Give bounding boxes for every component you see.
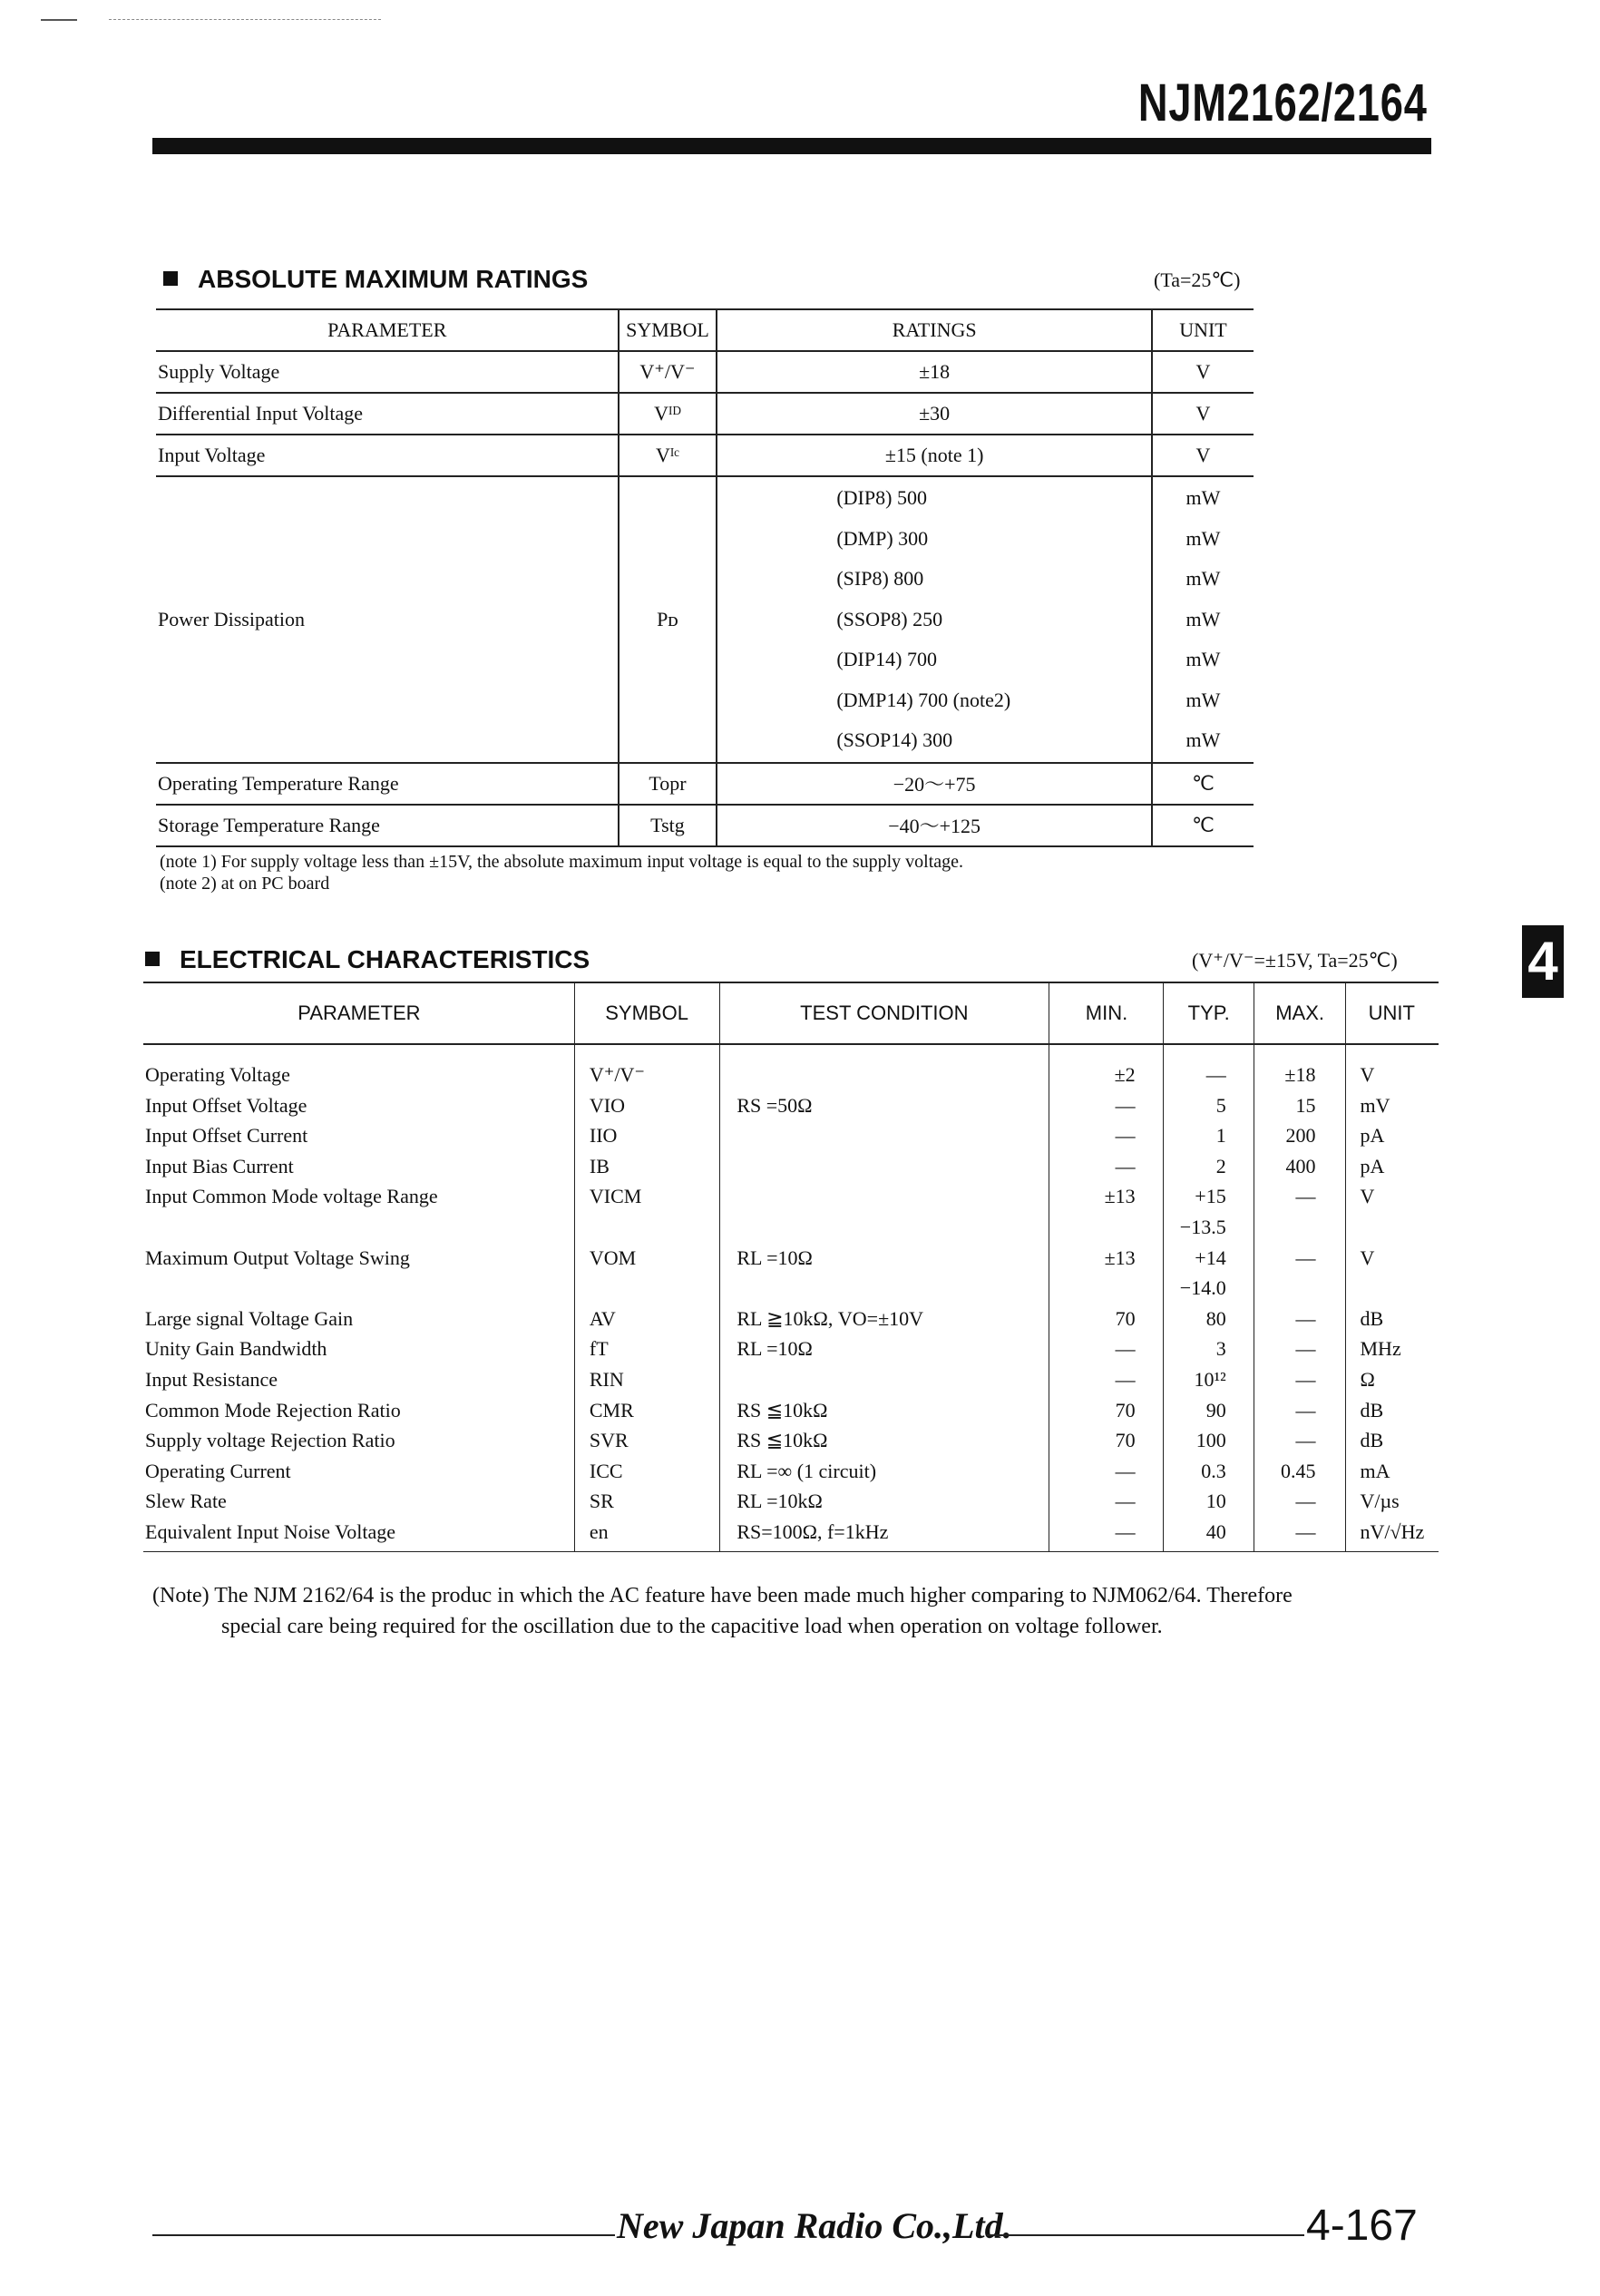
amr-unit: V [1152,435,1254,476]
power-dissipation-units [1152,476,1254,763]
amr-unit: ℃ [1152,805,1254,846]
ec-body-row [143,1044,1439,1551]
amr-rating: −20〜+75 [717,763,1152,805]
amr-note-2: (note 2) at on PC board [160,874,330,894]
ec-title: ELECTRICAL CHARACTERISTICS [180,945,590,973]
amr-col-unit: UNIT [1152,309,1254,351]
ec-conditions: RS =50Ω RL =10Ω RL ≧10kΩ, VO=±10V RL =10Ω RS ≦10kΩ RS ≦10kΩ RL =∞ (1 circuit) RL =10kΩ RS=100Ω, f=1kHz [720,1044,1049,1551]
amr-rating: ±15 (note 1) [717,435,1152,476]
square-bullet-icon [145,952,160,966]
footer-company-logo: New Japan Radio Co.,Ltd. [617,2205,1012,2246]
amr-symbol: Vᴵᶜ [619,435,717,476]
table-row [156,476,1254,763]
ec-min-values: ±2 — — — ±13 ±13 70 — — 70 70 — — — [1049,1044,1163,1551]
pd-unit: mW [1185,526,1221,550]
amr-symbol: Pᴅ [619,476,717,763]
power-dissipation-ratings [717,476,1152,763]
amr-rating: −40〜+125 [717,805,1152,846]
ec-col-symbol: SYMBOL [574,982,719,1044]
ec-note-line-2: special care being required for the oscillation due to the capacitive load when operation on voltage follower. [221,1615,1163,1638]
pd-item: (DMP14) 700 (note2) [836,688,1011,711]
ec-col-min: MIN. [1049,982,1163,1044]
amr-unit: ℃ [1152,763,1254,805]
amr-rating: ±18 [717,351,1152,393]
amr-symbol: Topr [619,763,717,805]
amr-symbol: V⁺/V⁻ [619,351,717,393]
chapter-tab: 4 [1522,925,1564,998]
ec-table [143,982,1439,1552]
pd-unit: mW [1185,486,1221,509]
footer-rule-right [987,2234,1304,2236]
amr-col-parameter: PARAMETER [156,309,619,351]
ec-condition: (V⁺/V⁻=±15V, Ta=25℃) [1192,949,1398,972]
top-rule-left [41,19,77,21]
amr-heading [163,265,588,294]
ec-header-row [143,982,1439,1044]
amr-unit: V [1152,393,1254,435]
table-row [156,393,1254,435]
ec-col-max: MAX. [1254,982,1345,1044]
amr-param: Power Dissipation [156,476,619,763]
page-number: 4-167 [1306,2202,1418,2250]
amr-note-1: (note 1) For supply voltage less than ±15V, the absolute maximum input voltage is equal to the supply voltage. [160,852,964,872]
pd-item: (SSOP8) 250 [836,607,943,630]
amr-table [156,308,1254,847]
pd-unit: mW [1185,648,1221,670]
amr-param: Input Voltage [156,435,619,476]
pd-item: (DMP) 300 [836,526,929,550]
ec-max-values: ±18 15 200 400 — — — — — — — 0.45 — — [1254,1044,1345,1551]
square-bullet-icon [163,271,178,286]
ec-symbols: V⁺/V⁻ VIO IIO IB VICM VOM AV fT RIN CMR SVR ICC SR en [574,1044,719,1551]
amr-unit: V [1152,351,1254,393]
table-row [156,805,1254,846]
ec-parameters: Operating Voltage Input Offset Voltage Input Offset Current Input Bias Current Input Common Mode voltage Range Maximum Output Voltage Swing Large signal Voltage Gain Unity Gain Bandwidth Input Resistance Common Mode Rejection Ratio Supply voltage Rejection Ratio Operating Current Slew Rate Equivalent Input Noise Voltage [143,1044,574,1551]
pd-unit: mW [1185,688,1221,711]
table-row [156,351,1254,393]
amr-symbol: Vᴵᴰ [619,393,717,435]
amr-condition: (Ta=25℃) [1154,269,1241,291]
pd-item: (SSOP14) 300 [836,728,953,751]
ec-col-parameter: PARAMETER [143,982,574,1044]
pd-unit: mW [1185,567,1221,590]
ec-note [152,1580,1459,1642]
ec-col-test-condition: TEST CONDITION [720,982,1049,1044]
pd-unit: mW [1185,607,1221,630]
amr-notes [160,851,1339,894]
top-rule-dashed [109,19,381,20]
ec-units: V mV pA pA V V dB MHz Ω dB dB mA V/µs nV/√Hz [1345,1044,1439,1551]
amr-rating: ±30 [717,393,1152,435]
amr-param: Supply Voltage [156,351,619,393]
ec-heading [145,945,590,974]
ec-col-unit: UNIT [1345,982,1439,1044]
amr-symbol: Tstg [619,805,717,846]
amr-param: Storage Temperature Range [156,805,619,846]
amr-param: Differential Input Voltage [156,393,619,435]
ec-note-line-1: (Note) The NJM 2162/64 is the produc in which the AC feature have been made much higher comparing to NJM062/64. Therefore [152,1584,1293,1607]
pd-unit: mW [1185,728,1221,751]
pd-item: (SIP8) 800 [836,567,924,590]
pd-item: (DIP14) 700 [836,648,937,670]
amr-header-row [156,309,1254,351]
header-bar [152,138,1431,154]
footer-rule-left [152,2234,615,2236]
ec-col-typ: TYP. [1163,982,1254,1044]
part-number-title: NJM2162/2164 [1138,73,1428,132]
amr-col-symbol: SYMBOL [619,309,717,351]
amr-title: ABSOLUTE MAXIMUM RATINGS [198,265,589,293]
table-row [156,435,1254,476]
pd-item: (DIP8) 500 [836,486,927,509]
table-row [156,763,1254,805]
amr-col-ratings: RATINGS [717,309,1152,351]
amr-param: Operating Temperature Range [156,763,619,805]
ec-typ-values: — 5 1 2 +15 −13.5 +14 −14.0 80 3 10¹² 90 100 0.3 10 40 [1163,1044,1254,1551]
